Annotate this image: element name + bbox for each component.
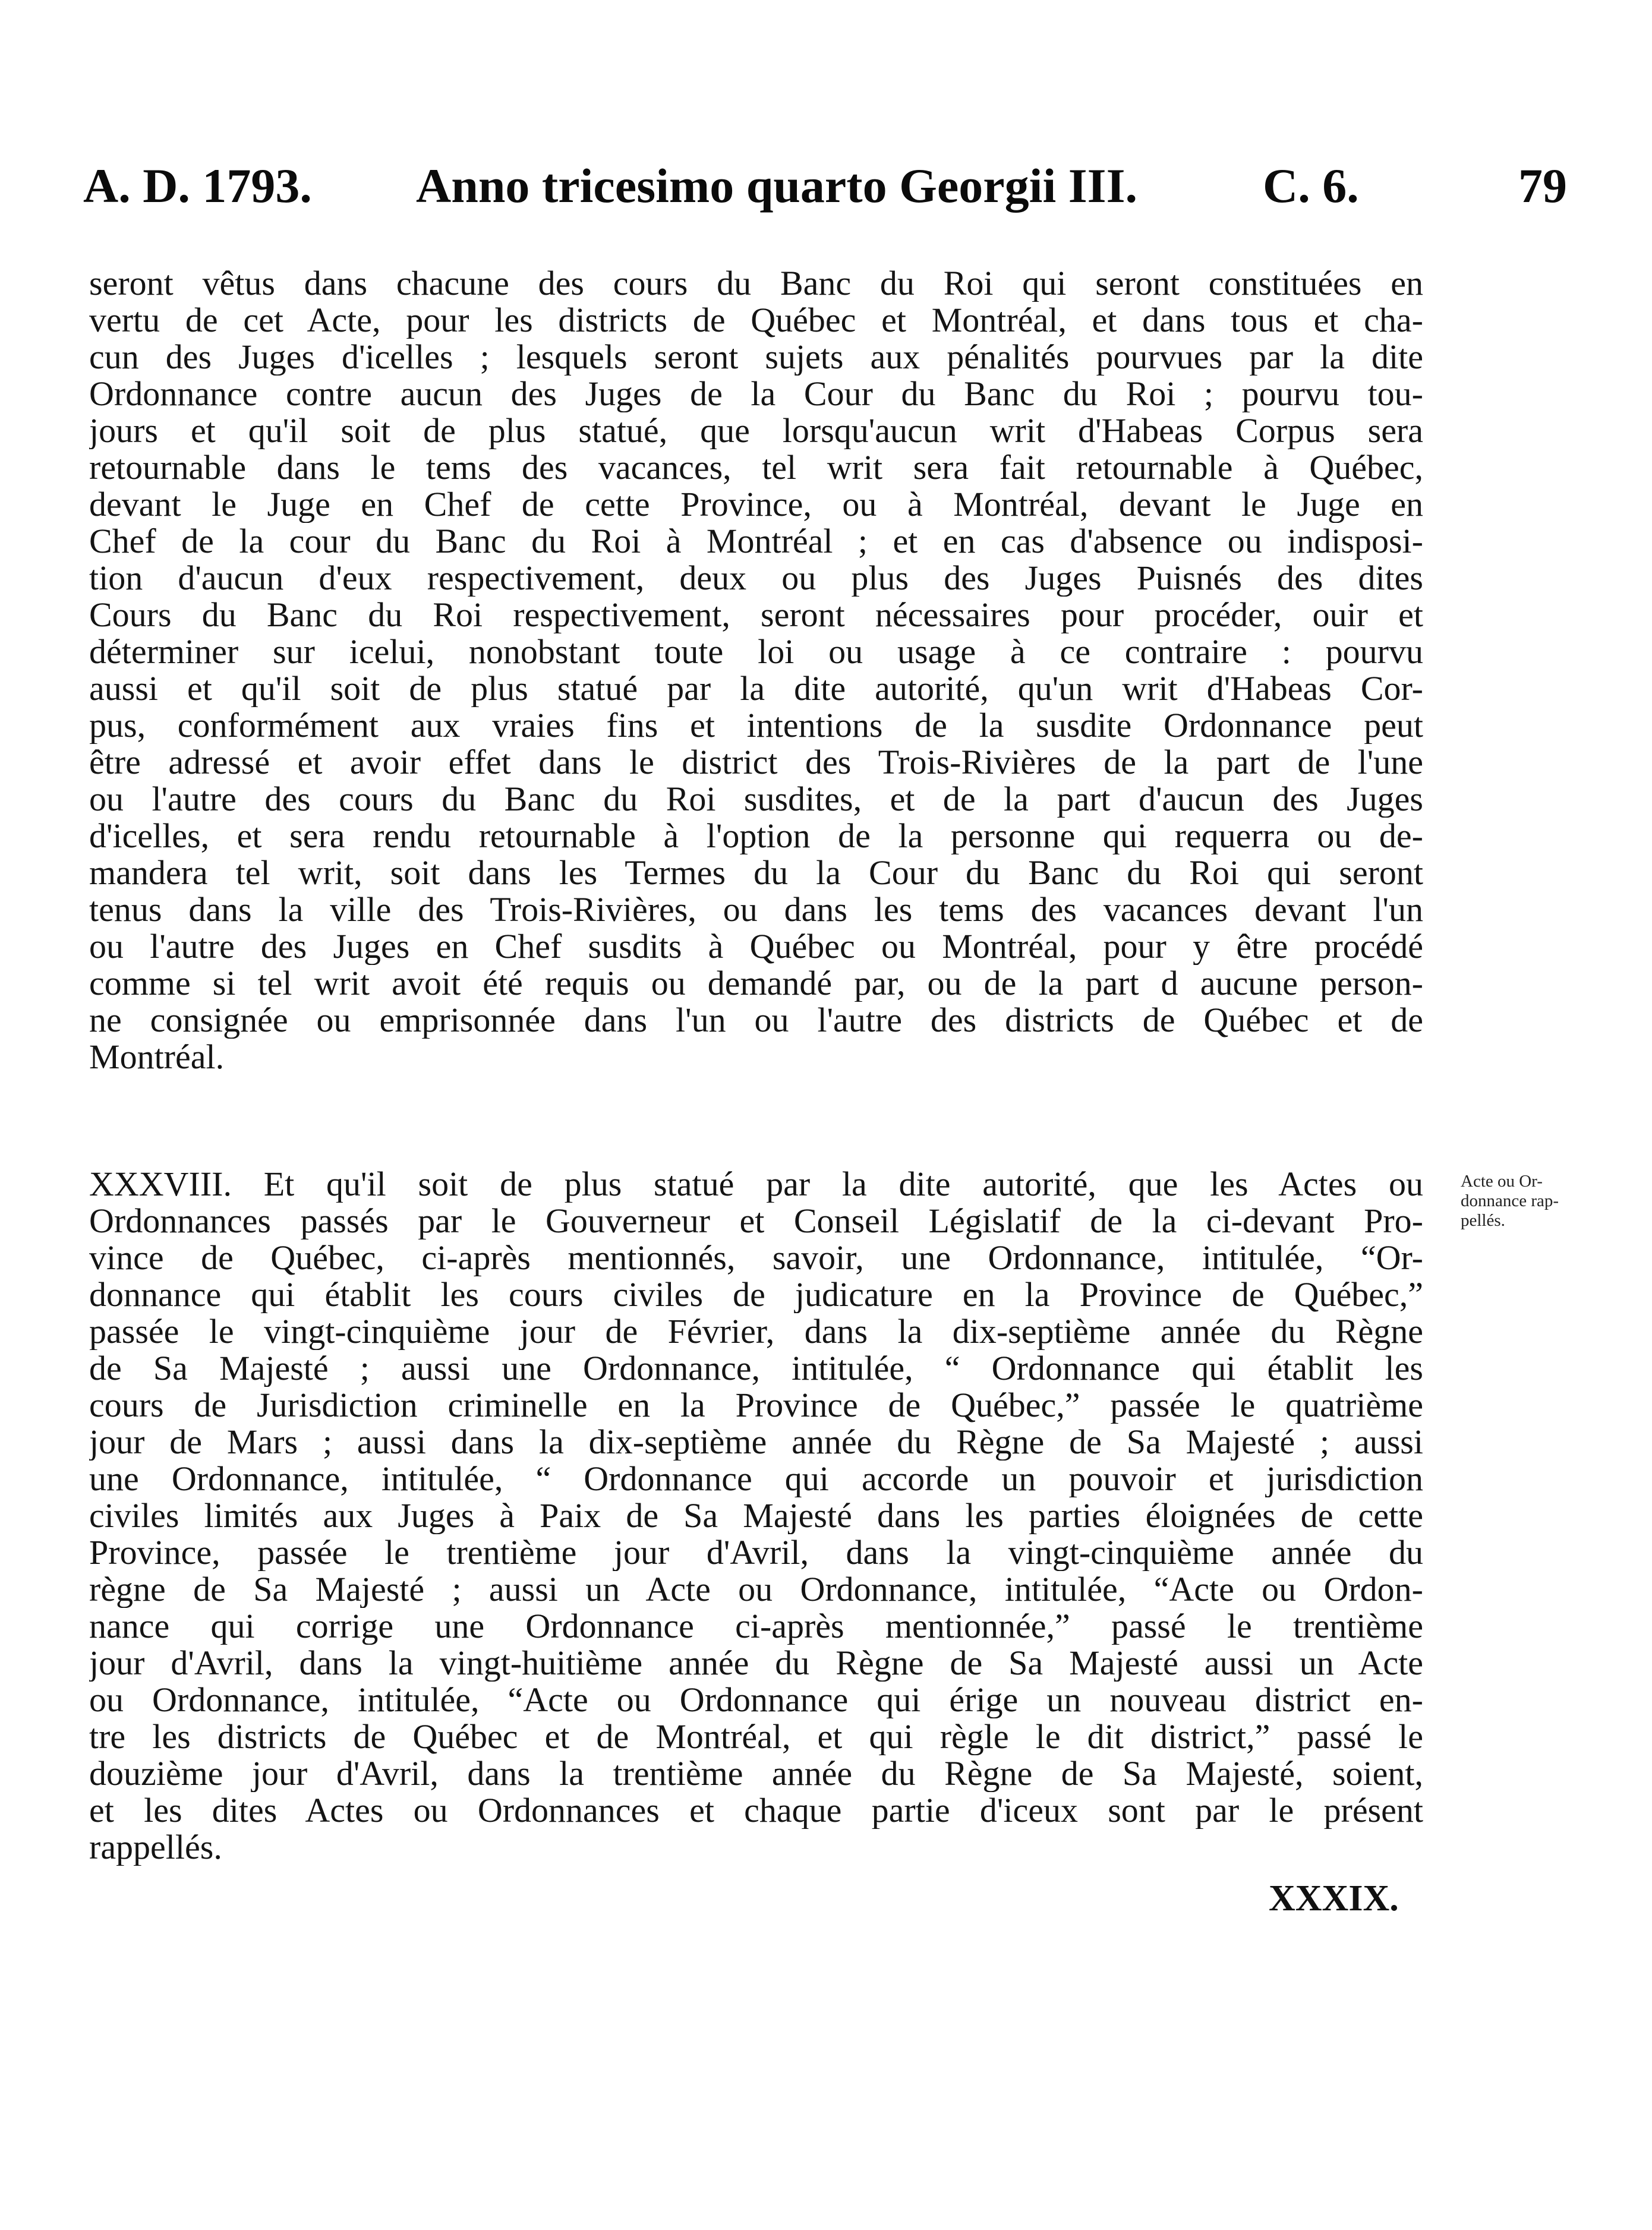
header-year: A. D. 1793. bbox=[83, 159, 312, 213]
text-line: XXXVIII. Et qu'il soit de plus statué par la dite autorité, que les Actes ou bbox=[89, 1166, 1423, 1203]
text-line: d'icelles, et sera rendu retournable à l'option de la personne qui requerra ou de- bbox=[89, 818, 1423, 854]
text-line: une Ordonnance, intitulée, “ Ordonnance qui accorde un pouvoir et jurisdiction bbox=[89, 1461, 1423, 1497]
text-line: tenus dans la ville des Trois-Rivières, ou dans les tems des vacances devant l'un bbox=[89, 891, 1423, 928]
text-line: cours de Jurisdiction criminelle en la Province de Québec,” passée le quatrième bbox=[89, 1387, 1423, 1424]
margin-note-line: pellés. bbox=[1461, 1211, 1505, 1230]
text-line: douzième jour d'Avril, dans la trentième année du Règne de Sa Majesté, soient, bbox=[89, 1755, 1423, 1792]
text-line: nance qui corrige une Ordonnance ci-après mentionnée,” passé le trentième bbox=[89, 1608, 1423, 1645]
margin-note-line: Acte ou Or- bbox=[1461, 1172, 1543, 1191]
text-line: seront vêtus dans chacune des cours du Banc du Roi qui seront constituées en bbox=[89, 265, 1423, 302]
margin-note-line: donnance rap- bbox=[1461, 1191, 1559, 1210]
text-line: tre les districts de Québec et de Montréal, et qui règle le dit district,” passé le bbox=[89, 1718, 1423, 1755]
text-line: passée le vingt-cinquième jour de Février, dans la dix-septième année du Règne bbox=[89, 1313, 1423, 1350]
text-line: ou Ordonnance, intitulée, “Acte ou Ordonnance qui érige un nouveau district en- bbox=[89, 1682, 1423, 1718]
text-line: Ordonnances passés par le Gouverneur et Conseil Législatif de la ci-devant Pro- bbox=[89, 1203, 1423, 1239]
text-line: jour d'Avril, dans la vingt-huitième année du Règne de Sa Majesté aussi un Acte bbox=[89, 1645, 1423, 1682]
text-line: ou l'autre des Juges en Chef susdits à Québec ou Montréal, pour y être procédé bbox=[89, 928, 1423, 965]
margin-note bbox=[1461, 1172, 1597, 1231]
text-line: de Sa Majesté ; aussi une Ordonnance, intitulée, “ Ordonnance qui établit les bbox=[89, 1350, 1423, 1387]
header-chapter: C. 6. bbox=[1263, 159, 1359, 213]
text-line: tion d'aucun d'eux respectivement, deux ou plus des Juges Puisnés des dites bbox=[89, 560, 1423, 597]
text-line: jour de Mars ; aussi dans la dix-septième année du Règne de Sa Majesté ; aussi bbox=[89, 1424, 1423, 1461]
text-line: vertu de cet Acte, pour les districts de Québec et Montréal, et dans tous et cha- bbox=[89, 302, 1423, 339]
text-line: cun des Juges d'icelles ; lesquels seront sujets aux pénalités pourvues par la dite bbox=[89, 339, 1423, 376]
running-header bbox=[83, 153, 1569, 219]
text-line: règne de Sa Majesté ; aussi un Acte ou Ordonnance, intitulée, “Acte ou Ordon- bbox=[89, 1571, 1423, 1608]
text-line: comme si tel writ avoit été requis ou demandé par, ou de la part d aucune person- bbox=[89, 965, 1423, 1002]
text-line: Chef de la cour du Banc du Roi à Montréal ; et en cas d'absence ou indisposi- bbox=[89, 523, 1423, 560]
text-line: mandera tel writ, soit dans les Termes du la Cour du Banc du Roi qui seront bbox=[89, 854, 1423, 891]
text-line: ou l'autre des cours du Banc du Roi susdites, et de la part d'aucun des Juges bbox=[89, 781, 1423, 818]
text-line: devant le Juge en Chef de cette Province, ou à Montréal, devant le Juge en bbox=[89, 486, 1423, 523]
text-line: vince de Québec, ci-après mentionnés, savoir, une Ordonnance, intitulée, “Or- bbox=[89, 1239, 1423, 1276]
text-line: Montréal. bbox=[89, 1039, 225, 1075]
text-line: retournable dans le tems des vacances, tel writ sera fait retournable à Québec, bbox=[89, 449, 1423, 486]
text-line: Province, passée le trentième jour d'Avril, dans la vingt-cinquième année du bbox=[89, 1534, 1423, 1571]
text-line: civiles limités aux Juges à Paix de Sa Majesté dans les parties éloignées de cette bbox=[89, 1497, 1423, 1534]
text-line: déterminer sur icelui, nonobstant toute loi ou usage à ce contraire : pourvu bbox=[89, 633, 1423, 670]
text-line: jours et qu'il soit de plus statué, que lorsqu'aucun writ d'Habeas Corpus sera bbox=[89, 412, 1423, 449]
text-line: rappellés. bbox=[89, 1829, 222, 1866]
paragraph-continuation bbox=[89, 265, 1423, 1075]
text-line: et les dites Actes ou Ordonnances et chaque partie d'iceux sont par le présent bbox=[89, 1792, 1423, 1829]
text-line: pus, conformément aux vraies fins et intentions de la susdite Ordonnance peut bbox=[89, 707, 1423, 744]
text-line: donnance qui établit les cours civiles de judicature en la Province de Québec,” bbox=[89, 1276, 1423, 1313]
page-number: 79 bbox=[1518, 159, 1567, 213]
header-title: Anno tricesimo quarto Georgii III. bbox=[416, 159, 1137, 213]
text-line: être adressé et avoir effet dans le district des Trois-Rivières de la part de l'une bbox=[89, 744, 1423, 781]
catchword: XXXIX. bbox=[1269, 1878, 1399, 1919]
section-xxxviii bbox=[89, 1166, 1423, 1866]
text-line: Cours du Banc du Roi respectivement, seront nécessaires pour procéder, ouir et bbox=[89, 597, 1423, 633]
text-line: Ordonnance contre aucun des Juges de la Cour du Banc du Roi ; pourvu tou- bbox=[89, 376, 1423, 412]
text-line: aussi et qu'il soit de plus statué par la dite autorité, qu'un writ d'Habeas Cor- bbox=[89, 670, 1423, 707]
text-line: ne consignée ou emprisonnée dans l'un ou l'autre des districts de Québec et de bbox=[89, 1002, 1423, 1039]
